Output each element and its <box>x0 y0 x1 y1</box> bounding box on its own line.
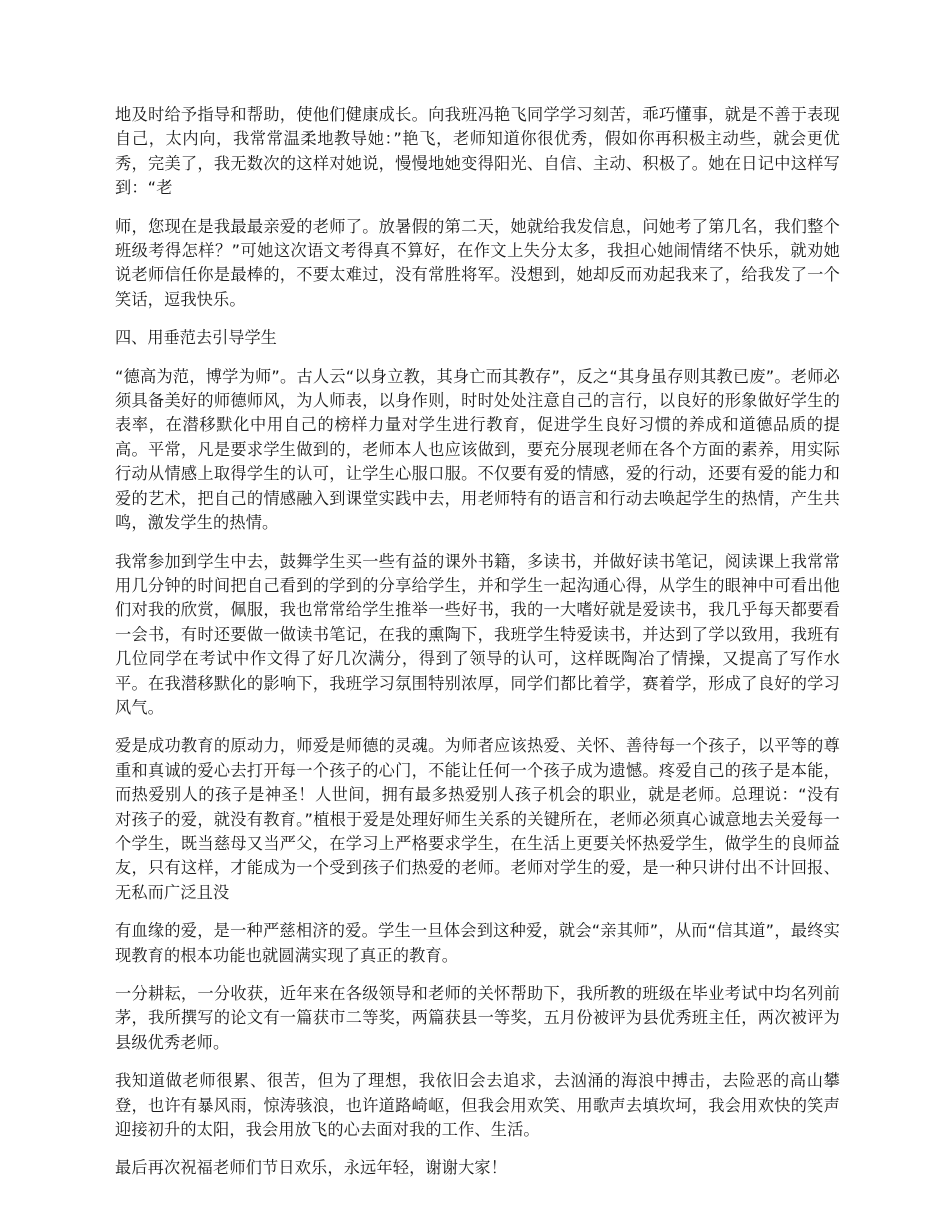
paragraph-strict-love: 有血缘的爱，是一种严慈相济的爱。学生一旦体会到这种爱，就会“亲其师”，从而“信其道”，最终实现教育的根本功能也就圆满实现了真正的教育。 <box>115 921 840 965</box>
paragraph-guidance: 地及时给予指导和帮助，使他们健康成长。向我班冯艳飞同学学习刻苦，乖巧懂事，就是不善于表现自己，太内向，我常常温柔地教导她：”艳飞，老师知道你很优秀，假如你再积极主动些，就会更优秀，完美了，我无数次的这样对她说，慢慢地她变得阳光、自信、主动、积极了。她在日记中这样写到：“老 <box>115 105 840 198</box>
paragraph-reading: 我常参加到学生中去，鼓舞学生买一些有益的课外书籍，多读书，并做好读书笔记，阅读课上我常常用几分钟的时间把自己看到的学到的分享给学生，并和学生一起沟通心得，从学生的眼神中可看出他们对我的欣赏，佩服，我也常常给学生推举一些好书，我的一大嗜好就是爱读书，我几乎每天都要看一会书，有时还要做一做读书笔记，在我的熏陶下，我班学生特爱读书，并达到了学以致用，我班有几位同学在考试中作文得了好几次满分，得到了领导的认可，这样既陶冶了情操，又提高了写作水平。在我潜移默化的影响下，我班学习氛围特别浓厚，同学们都比着学，赛着学，形成了良好的学习风气。 <box>115 551 840 717</box>
paragraph-love-of-teaching: 爱是成功教育的原动力，师爱是师德的灵魂。为师者应该热爱、关怀、善待每一个孩子，以平等的尊重和真诚的爱心去打开每一个孩子的心门，不能让任何一个孩子成为遗憾。疼爱自己的孩子是本能，而热爱别人的孩子是神圣！人世间，拥有最多热爱别人孩子机会的职业，就是老师。总理说：“没有对孩子的爱，就没有教育。”植根于爱是处理好师生关系的关键所在，老师必须真心诚意地去关爱每一个学生，既当慈母又当严父，在学习上严格要求学生，在生活上更要关怀热爱学生，做学生的良师益友，只有这样，才能成为一个受到孩子们热爱的老师。老师对学生的爱，是一种只讲付出不计回报、无私而广泛且没 <box>115 736 840 902</box>
paragraph-achievements: 一分耕耘，一分收获，近年来在各级领导和老师的关怀帮助下，我所教的班级在毕业考试中均名列前茅，我所撰写的论文有一篇获市二等奖，两篇获县一等奖，五月份被评为县优秀班主任，两次被评为县级优秀老师。 <box>115 984 840 1052</box>
paragraph-teacher-example: “德高为范，博学为师”。古人云“以身立教，其身亡而其教存”，反之“其身虽存则其教已废”。老师必须具备美好的师德师风，为人师表，以身作则，时时处处注意自己的言行，以良好的形象做好学生的表率，在潜移默化中用自己的榜样力量对学生进行教育，促进学生良好习惯的养成和道德品质的提高。平常，凡是要求学生做到的，老师本人也应该做到，要充分展现老师在各个方面的素养，用实际行动从情感上取得学生的认可，让学生心服口服。不仅要有爱的情感，爱的行动，还要有爱的能力和爱的艺术，把自己的情感融入到课堂实践中去，用老师特有的语言和行动去唤起学生的热情，产生共鸣，激发学生的热情。 <box>115 366 840 533</box>
document-page <box>115 103 840 1195</box>
paragraph-ideals: 我知道做老师很累、很苦，但为了理想，我依旧会去追求，去汹涌的海浪中搏击，去险恶的高山攀登，也许有暴风雨，惊涛骇浪，也许道路崎岖，但我会用欢笑、用歌声去填坎坷，我会用欢快的笑声迎接初升的太阳，我会用放飞的心去面对我的工作、生活。 <box>115 1071 840 1140</box>
section-heading-role-model: 四、用垂范去引导学生 <box>115 328 277 348</box>
paragraph-closing-wishes: 最后再次祝福老师们节日欢乐，永远年轻，谢谢大家！ <box>115 1158 508 1178</box>
paragraph-summer-message: 师，您现在是我最最亲爱的老师了。放暑假的第二天，她就给我发信息，问她考了第几名，我们整个班级考得怎样？”可她这次语文考得真不算好，在作文上失分太多，我担心她闹情绪不快乐，就劝她说老师信任你是最棒的，不要太难过，没有常胜将军。没想到，她却反而劝起我来了，给我发了一个笑话，逗我快乐。 <box>115 216 840 309</box>
